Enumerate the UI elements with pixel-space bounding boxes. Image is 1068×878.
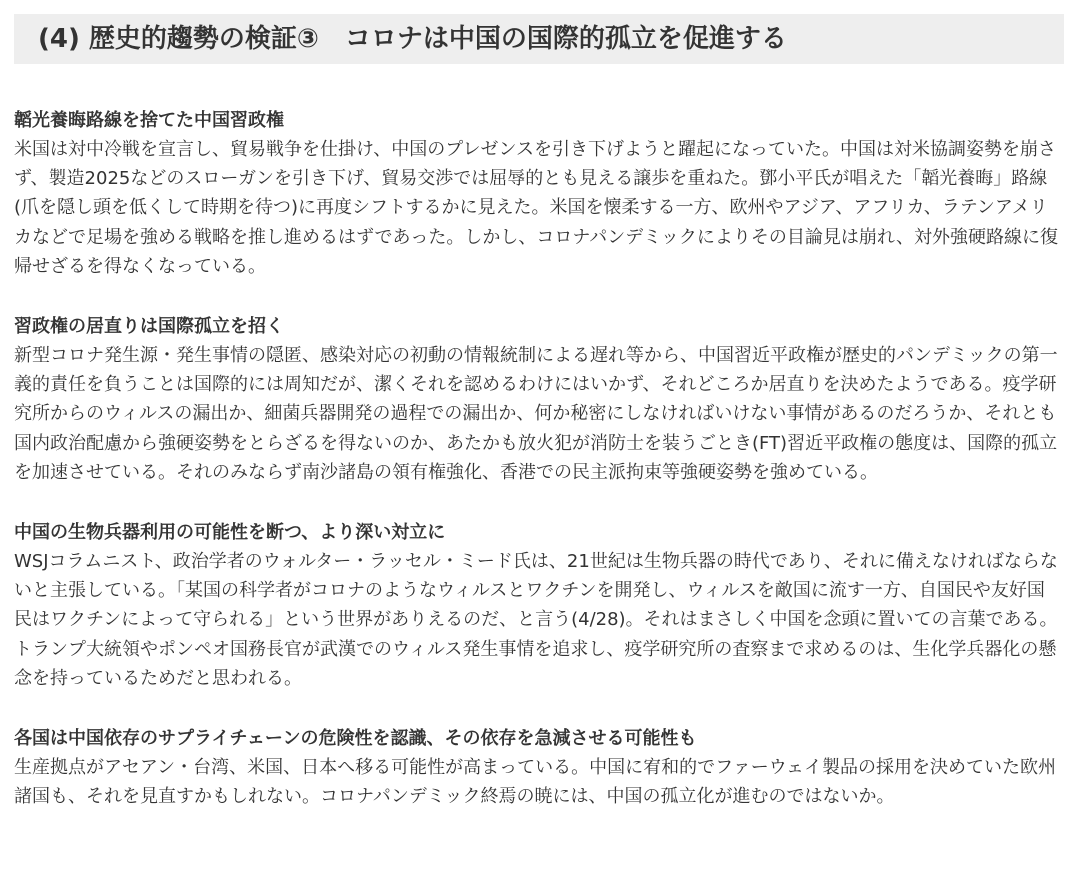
section-paragraph: 新型コロナ発生源・発生事情の隠匿、感染対応の初動の情報統制による遅れ等から、中国習近平政権が歴史的パンデミックの第一義的責任を負うことは国際的には周知だが、潔くそれを認めるわけにはいかず、それどころか居直りを決めたようである。疫学研究所からのウィルスの漏出か、細菌兵器開発の過程での漏出か、何か秘密にしなければいけない事情があるのだろうか、それとも国内政治配慮から強硬姿勢をとらざるを得ないのか、あたかも放火犯が消防士を装うごとき(FT)習近平政権の態度は、国際的孤立を加速させている。それのみならず南沙諸島の領有権強化、香港での民主派拘束等強硬姿勢を強めている。 — [14, 345, 1058, 483]
article-section — [14, 518, 1058, 693]
page-title: (4) 歴史的趨勢の検証③ コロナは中国の国際的孤立を促進する — [38, 24, 787, 54]
section-heading: 各国は中国依存のサプライチェーンの危険性を認識、その依存を急減させる可能性も — [14, 728, 697, 750]
section-heading: 中国の生物兵器利用の可能性を断つ、より深い対立に — [14, 522, 446, 544]
section-paragraph: 米国は対中冷戦を宣言し、貿易戦争を仕掛け、中国のプレゼンスを引き下げようと躍起になっていた。中国は対米協調姿勢を崩さず、製造2025などのスローガンを引き下げ、貿易交渉では屈辱的とも見える譲歩を重ねた。鄧小平氏が唱えた「韜光養晦」路線(爪を隠し頭を低くして時期を待つ)に再度シフトするかに見えた。米国を懐柔する一方、欧州やアジア、アフリカ、ラテンアメリカなどで足場を強める戦略を推し進めるはずであった。しかし、コロナパンデミックによりその目論見は崩れ、対外強硬路線に復帰せざるを得なくなっている。 — [14, 139, 1058, 277]
article-section — [14, 312, 1058, 487]
article-section — [14, 724, 1058, 811]
section-title-bar — [14, 14, 1064, 64]
section-paragraph: WSJコラムニスト、政治学者のウォルター・ラッセル・ミード氏は、21世紀は生物兵器の時代であり、それに備えなければならないと主張している。「某国の科学者がコロナのようなウィルスとワクチンを開発し、ウィルスを敵国に流す一方、自国民や友好国民はワクチンによって守られる」という世界がありえるのだ、と言う(4/28)。それはまさしく中国を念頭に置いての言葉である。トランプ大統領やポンペオ国務長官が武漢でのウィルス発生事情を追求し、疫学研究所の査察まで求めるのは、生化学兵器化の懸念を持っているためだと思われる。 — [14, 551, 1058, 689]
article-body — [14, 106, 1058, 842]
section-heading: 習政権の居直りは国際孤立を招く — [14, 316, 284, 338]
article-section — [14, 106, 1058, 281]
section-heading: 韜光養晦路線を捨てた中国習政権 — [14, 110, 284, 131]
section-paragraph: 生産拠点がアセアン・台湾、米国、日本へ移る可能性が高まっている。中国に宥和的でファーウェイ製品の採用を決めていた欧州諸国も、それを見直すかもしれない。コロナパンデミック終焉の暁には、中国の孤立化が進むのではないか。 — [14, 757, 1057, 808]
